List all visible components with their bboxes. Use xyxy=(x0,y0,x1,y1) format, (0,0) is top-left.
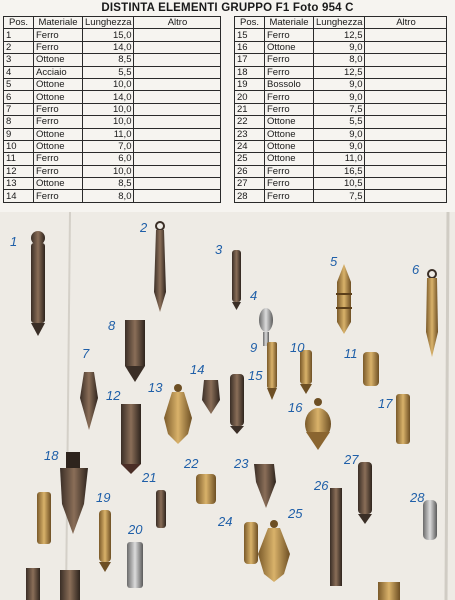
photo-label-24: 24 xyxy=(218,514,233,529)
table-row xyxy=(4,91,221,103)
cell-lunghezza: 9,0 xyxy=(314,128,365,140)
cell-materiale: Ferro xyxy=(34,103,83,115)
plumb-bob-9 xyxy=(267,342,277,400)
photo-label-17: 17 xyxy=(378,396,393,411)
cell-materiale: Ottone xyxy=(34,78,83,90)
cell-lunghezza: 8,5 xyxy=(83,54,134,66)
photo-label-15: 15 xyxy=(248,368,263,383)
plumb-bob-12 xyxy=(121,404,141,474)
cell-altro xyxy=(134,41,221,53)
header-lunghezza: Lunghezza xyxy=(314,17,365,29)
cell-lunghezza: 12,5 xyxy=(314,66,365,78)
header-materiale: Materiale xyxy=(34,17,83,29)
header-lunghezza: Lunghezza xyxy=(83,17,134,29)
cell-lunghezza: 10,0 xyxy=(83,103,134,115)
cell-pos: 11 xyxy=(4,153,34,165)
cell-pos: 27 xyxy=(235,178,265,190)
elements-table-left xyxy=(3,16,221,203)
cell-altro xyxy=(365,54,447,66)
cell-lunghezza: 7,0 xyxy=(83,140,134,152)
photo-label-8: 8 xyxy=(108,318,116,333)
cell-altro xyxy=(365,140,447,152)
photo-label-4: 4 xyxy=(250,288,258,303)
cell-lunghezza: 11,0 xyxy=(83,128,134,140)
cell-altro xyxy=(134,29,221,41)
photo-label-23: 23 xyxy=(234,456,249,471)
cell-lunghezza: 10,0 xyxy=(83,116,134,128)
cell-pos: 15 xyxy=(235,29,265,41)
table-row xyxy=(235,103,447,115)
cell-lunghezza: 7,5 xyxy=(314,103,365,115)
plumb-bob-15 xyxy=(230,374,244,434)
cell-altro xyxy=(365,78,447,90)
cell-lunghezza: 6,0 xyxy=(83,153,134,165)
table-row xyxy=(235,78,447,90)
cell-altro xyxy=(365,116,447,128)
table-row xyxy=(235,29,447,41)
cell-altro xyxy=(365,128,447,140)
cell-pos: 6 xyxy=(4,91,34,103)
cell-lunghezza: 16,5 xyxy=(314,165,365,177)
header-pos: Pos. xyxy=(4,17,34,29)
cell-altro xyxy=(134,54,221,66)
cell-altro xyxy=(365,41,447,53)
photo-label-22: 22 xyxy=(184,456,199,471)
cell-materiale: Ottone xyxy=(34,178,83,190)
cell-materiale: Ottone xyxy=(265,116,314,128)
cell-pos: 24 xyxy=(235,140,265,152)
cell-materiale: Ottone xyxy=(265,140,314,152)
cell-materiale: Ottone xyxy=(34,128,83,140)
cell-pos: 5 xyxy=(4,78,34,90)
header-pos: Pos. xyxy=(235,17,265,29)
cell-materiale: Ferro xyxy=(34,153,83,165)
table-row xyxy=(235,178,447,190)
cell-pos: 4 xyxy=(4,66,34,78)
header-materiale: Materiale xyxy=(265,17,314,29)
table-row xyxy=(235,116,447,128)
cell-pos: 23 xyxy=(235,128,265,140)
table-row xyxy=(4,165,221,177)
cell-altro xyxy=(134,66,221,78)
cell-altro xyxy=(134,190,221,202)
cell-altro xyxy=(134,103,221,115)
cell-lunghezza: 5,5 xyxy=(314,116,365,128)
cell-pos: 3 xyxy=(4,54,34,66)
cell-pos: 20 xyxy=(235,91,265,103)
header-altro: Altro xyxy=(134,17,221,29)
cell-altro xyxy=(134,178,221,190)
table-row xyxy=(4,78,221,90)
cell-pos: 21 xyxy=(235,103,265,115)
plumb-bob-21 xyxy=(156,490,166,528)
cell-pos: 26 xyxy=(235,165,265,177)
plumb-bobs-photo xyxy=(0,212,455,600)
photo-label-1: 1 xyxy=(10,234,18,249)
cell-lunghezza: 10,0 xyxy=(83,165,134,177)
cell-altro xyxy=(134,140,221,152)
table-row xyxy=(4,29,221,41)
cell-materiale: Ferro xyxy=(34,116,83,128)
photo-label-18: 18 xyxy=(44,448,59,463)
document-title: DISTINTA ELEMENTI GRUPPO F1 Foto 954 C xyxy=(101,2,354,14)
cell-lunghezza: 9,0 xyxy=(314,140,365,152)
plumb-bob-27 xyxy=(358,462,372,524)
photo-label-10: 10 xyxy=(290,340,305,355)
plumb-bob-3 xyxy=(232,250,241,310)
cell-materiale: Ottone xyxy=(265,128,314,140)
plumb-bob-22 xyxy=(196,474,216,504)
cell-materiale: Ferro xyxy=(265,54,314,66)
cell-materiale: Ferro xyxy=(265,165,314,177)
photo-label-27: 27 xyxy=(344,452,359,467)
cell-materiale: Ferro xyxy=(265,91,314,103)
cell-altro xyxy=(365,103,447,115)
cell-pos: 25 xyxy=(235,153,265,165)
photo-label-13: 13 xyxy=(148,380,163,395)
table-row xyxy=(235,41,447,53)
cell-lunghezza: 7,5 xyxy=(314,190,365,202)
plumb-bob-19 xyxy=(99,510,111,572)
plumb-bob-17 xyxy=(396,394,410,444)
cell-altro xyxy=(365,190,447,202)
photo-label-14: 14 xyxy=(190,362,205,377)
photo-label-3: 3 xyxy=(215,242,223,257)
cell-altro xyxy=(365,91,447,103)
table-row xyxy=(4,128,221,140)
cell-materiale: Ottone xyxy=(265,41,314,53)
cell-lunghezza: 8,5 xyxy=(83,178,134,190)
table-row xyxy=(4,103,221,115)
table-row xyxy=(4,153,221,165)
table-row xyxy=(4,140,221,152)
cell-lunghezza: 9,0 xyxy=(314,78,365,90)
photo-label-26: 26 xyxy=(314,478,329,493)
cell-altro xyxy=(134,165,221,177)
table-row xyxy=(235,128,447,140)
cell-lunghezza: 14,0 xyxy=(83,41,134,53)
cell-altro xyxy=(134,91,221,103)
cell-materiale: Ferro xyxy=(265,178,314,190)
photo-label-25: 25 xyxy=(288,506,303,521)
photo-label-28: 28 xyxy=(410,490,425,505)
photo-label-7: 7 xyxy=(82,346,90,361)
cell-pos: 17 xyxy=(235,54,265,66)
photo-label-20: 20 xyxy=(128,522,143,537)
cell-lunghezza: 9,0 xyxy=(314,41,365,53)
cell-pos: 19 xyxy=(235,78,265,90)
cell-altro xyxy=(134,153,221,165)
table-row xyxy=(235,153,447,165)
cell-materiale: Ottone xyxy=(34,140,83,152)
photo-label-2: 2 xyxy=(140,220,148,235)
cell-materiale: Acciaio xyxy=(34,66,83,78)
cell-pos: 22 xyxy=(235,116,265,128)
cell-pos: 8 xyxy=(4,116,34,128)
table-row xyxy=(4,190,221,202)
cell-lunghezza: 11,0 xyxy=(314,153,365,165)
photo-label-21: 21 xyxy=(142,470,157,485)
table-header-row xyxy=(4,17,221,29)
photo-label-12: 12 xyxy=(106,388,121,403)
cell-lunghezza: 15,0 xyxy=(83,29,134,41)
cell-pos: 14 xyxy=(4,190,34,202)
table-row xyxy=(4,116,221,128)
cell-materiale: Ottone xyxy=(34,54,83,66)
cell-materiale: Ferro xyxy=(265,103,314,115)
table-row xyxy=(4,178,221,190)
plumb-bob-26 xyxy=(330,488,342,586)
photo-label-16: 16 xyxy=(288,400,303,415)
plumb-bob-1 xyxy=(31,231,45,336)
cell-pos: 18 xyxy=(235,66,265,78)
photo-label-5: 5 xyxy=(330,254,338,269)
cell-altro xyxy=(365,29,447,41)
cell-pos: 28 xyxy=(235,190,265,202)
cell-lunghezza: 8,0 xyxy=(83,190,134,202)
plumb-bob-28 xyxy=(423,500,437,540)
cell-lunghezza: 9,0 xyxy=(314,91,365,103)
cell-materiale: Bossolo xyxy=(265,78,314,90)
cell-altro xyxy=(365,66,447,78)
plumb-bob-24 xyxy=(244,522,258,564)
elements-table-right xyxy=(234,16,447,203)
cell-lunghezza: 10,0 xyxy=(83,78,134,90)
cell-altro xyxy=(134,78,221,90)
plumb-bob-20 xyxy=(127,542,143,588)
photo-label-9: 9 xyxy=(250,340,258,355)
photo-label-11: 11 xyxy=(344,346,358,361)
cell-pos: 12 xyxy=(4,165,34,177)
cell-pos: 13 xyxy=(4,178,34,190)
cell-pos: 7 xyxy=(4,103,34,115)
cell-materiale: Ferro xyxy=(34,165,83,177)
table-row xyxy=(235,190,447,202)
cell-altro xyxy=(134,116,221,128)
photo-label-19: 19 xyxy=(96,490,111,505)
table-row xyxy=(235,54,447,66)
cell-materiale: Ferro xyxy=(34,29,83,41)
cell-pos: 2 xyxy=(4,41,34,53)
cell-lunghezza: 14,0 xyxy=(83,91,134,103)
cell-altro xyxy=(365,178,447,190)
table-row xyxy=(4,66,221,78)
cell-altro xyxy=(365,165,447,177)
table-row xyxy=(4,54,221,66)
cell-altro xyxy=(365,153,447,165)
cell-materiale: Ottone xyxy=(265,153,314,165)
cell-lunghezza: 12,5 xyxy=(314,29,365,41)
cell-lunghezza: 5,5 xyxy=(83,66,134,78)
cell-materiale: Ferro xyxy=(265,190,314,202)
table-header-row xyxy=(235,17,447,29)
plumb-bob-11 xyxy=(363,352,379,386)
cell-pos: 16 xyxy=(235,41,265,53)
cell-materiale: Ferro xyxy=(34,190,83,202)
cell-materiale: Ferro xyxy=(34,41,83,53)
table-row xyxy=(4,41,221,53)
cell-pos: 1 xyxy=(4,29,34,41)
cell-lunghezza: 8,0 xyxy=(314,54,365,66)
table-row xyxy=(235,66,447,78)
cell-altro xyxy=(134,128,221,140)
table-row xyxy=(235,91,447,103)
cell-materiale: Ottone xyxy=(34,91,83,103)
cell-lunghezza: 10,5 xyxy=(314,178,365,190)
cell-materiale: Ferro xyxy=(265,29,314,41)
table-row xyxy=(235,165,447,177)
cell-materiale: Ferro xyxy=(265,66,314,78)
table-row xyxy=(235,140,447,152)
photo-label-6: 6 xyxy=(412,262,420,277)
header-altro: Altro xyxy=(365,17,447,29)
cell-pos: 9 xyxy=(4,128,34,140)
cell-pos: 10 xyxy=(4,140,34,152)
